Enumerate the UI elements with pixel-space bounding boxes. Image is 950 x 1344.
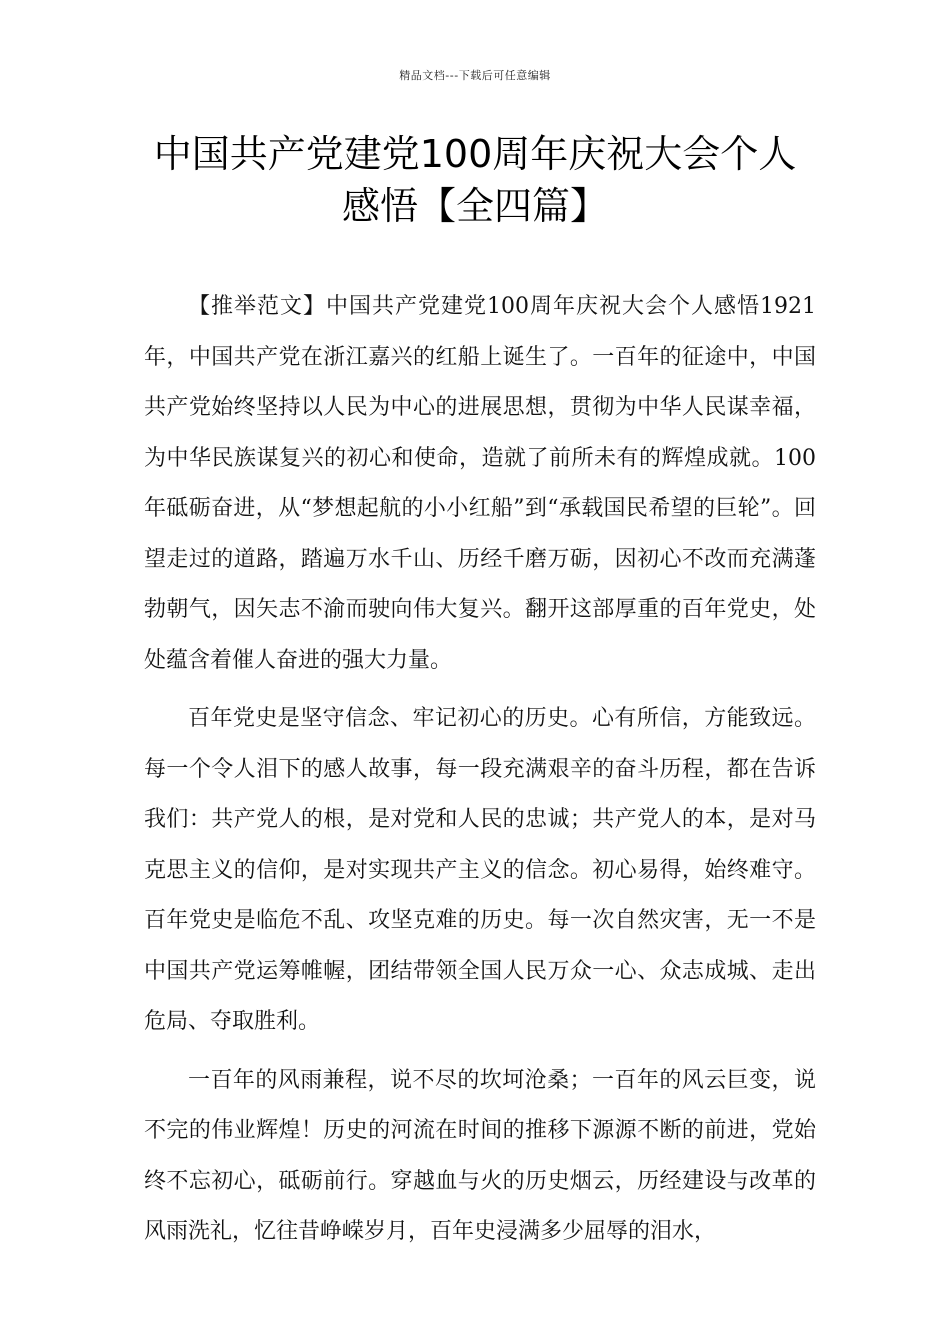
document-body <box>144 282 816 1266</box>
document-title <box>120 128 830 232</box>
title-line-1: 中国共产党建党100周年庆祝大会个人 <box>153 132 797 176</box>
page-header-watermark: 精品文档---下载后可任意编辑 <box>399 69 551 82</box>
paragraph: 【推举范文】中国共产党建党100周年庆祝大会个人感悟1921年，中国共产党在浙江嘉兴的红船上诞生了。一百年的征途中，中国共产党始终坚持以人民为中心的进展思想，贯彻为中华人民谋幸福，为中华民族谋复兴的初心和使命，造就了前所未有的辉煌成就。100年砥砺奋进，从“梦想起航的小小红船”到“承载国民希望的巨轮”。回望走过的道路，踏遍万水千山、历经千磨万砺，因初心不改而充满蓬勃朝气，因矢志不渝而驶向伟大复兴。翻开这部厚重的百年党史，处处蕴含着催人奋进的强大力量。 <box>144 294 816 673</box>
paragraph: 百年党史是坚守信念、牢记初心的历史。心有所信，方能致远。每一个令人泪下的感人故事，每一段充满艰辛的奋斗历程，都在告诉我们：共产党人的根，是对党和人民的忠诚；共产党人的本，是对马克思主义的信仰，是对实现共产主义的信念。初心易得，始终难守。百年党史是临危不乱、攻坚克难的历史。每一次自然灾害，无一不是中国共产党运筹帷幄，团结带领全国人民万众一心、众志成城、走出危局、夺取胜利。 <box>144 706 816 1034</box>
paragraph: 一百年的风雨兼程，说不尽的坎坷沧桑；一百年的风云巨变，说不完的伟业辉煌！历史的河流在时间的推移下源源不断的前进，党始终不忘初心，砥砺前行。穿越血与火的历史烟云，历经建设与改革的风雨洗礼，忆往昔峥嵘岁月，百年史浸满多少屈辱的泪水， <box>144 1067 816 1244</box>
title-line-2: 感悟【全四篇】 <box>341 184 608 228</box>
